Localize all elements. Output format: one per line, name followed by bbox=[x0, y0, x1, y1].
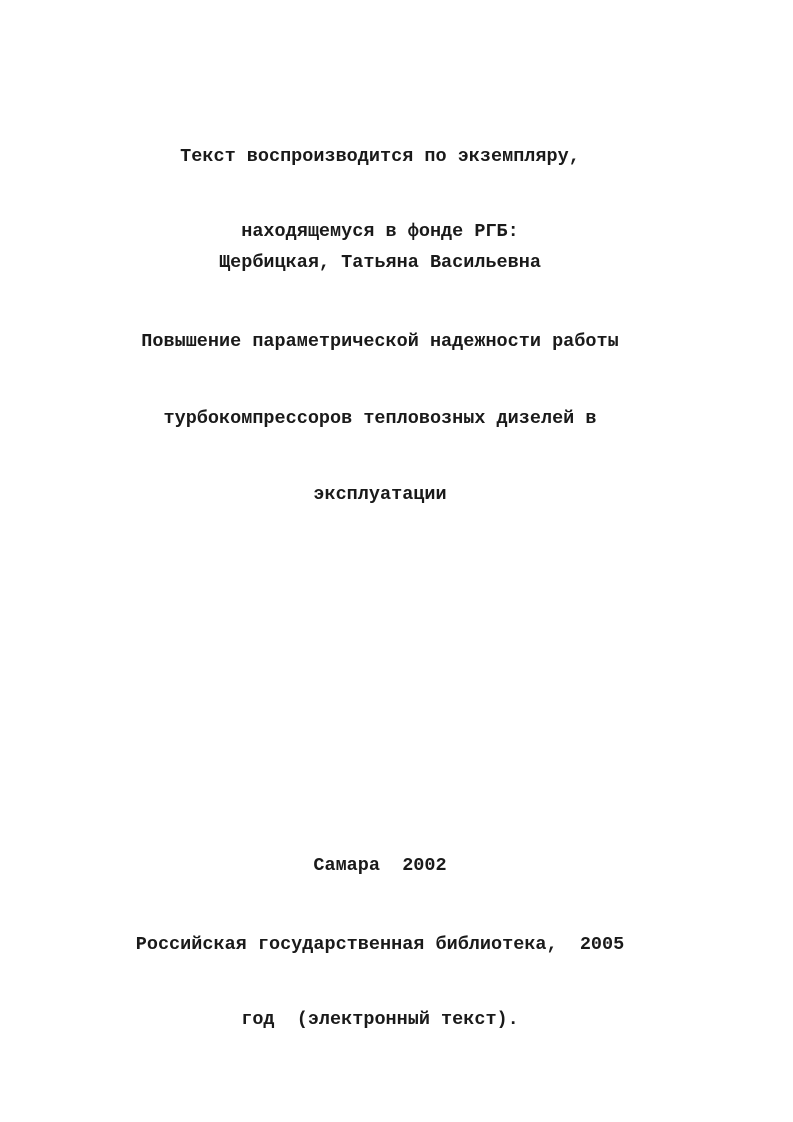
library-footer-line-1: Российская государственная библиотека, 2005 bbox=[135, 934, 625, 955]
library-footer bbox=[0, 882, 760, 1082]
library-footer-line-2: год (электронный текст). bbox=[241, 1009, 519, 1030]
document-title-line-1: Повышение параметрической надежности работы bbox=[141, 331, 619, 352]
document-title-line-3: эксплуатации bbox=[313, 484, 447, 505]
source-notice-line-2: находящемуся в фонде РГБ: bbox=[241, 221, 519, 242]
document-title bbox=[0, 278, 760, 559]
source-notice-line-1: Текст воспроизводится по экземпляру, bbox=[180, 146, 580, 167]
city-year-text: Самара 2002 bbox=[313, 855, 447, 876]
author-name-text: Щербицкая, Татьяна Васильевна bbox=[219, 252, 541, 273]
document-title-line-2: турбокомпрессоров тепловозных дизелей в bbox=[163, 407, 597, 429]
